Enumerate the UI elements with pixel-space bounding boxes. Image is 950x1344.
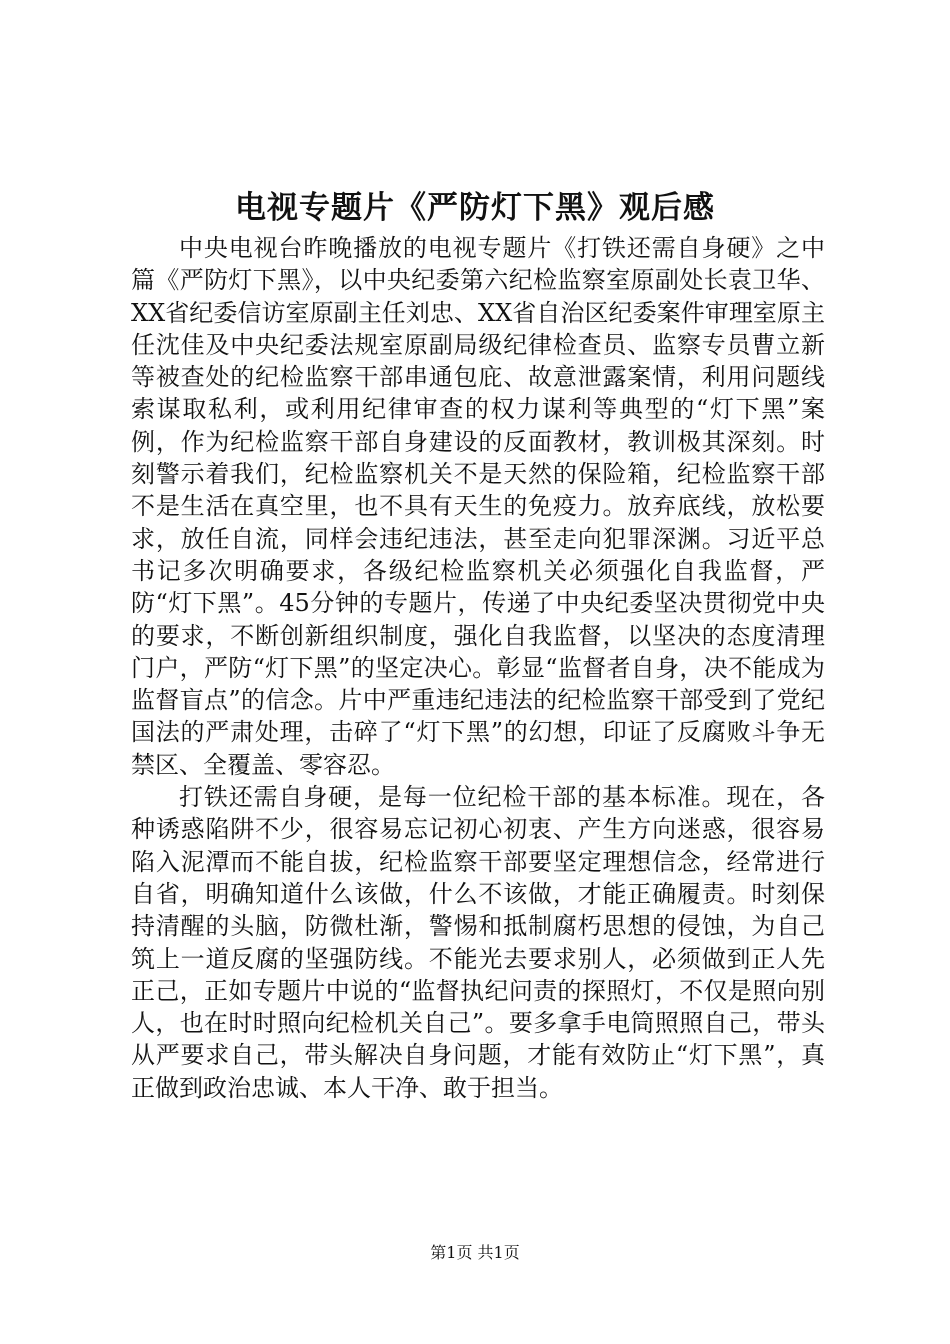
document-body — [131, 232, 825, 1104]
page-footer: 第1页 共1页 — [430, 1243, 520, 1262]
document-title: 电视专题片《严防灯下黑》观后感 — [235, 190, 715, 226]
paragraph-2: 打铁还需自身硬，是每一位纪检干部的基本标准。现在，各种诱惑陷阱不少，很容易忘记初心初衷、产生方向迷惑，很容易陷入泥潭而不能自拔，纪检监察干部要坚定理想信念，经常进行自省，明确知道什么该做，什么不该做，才能正确履责。时刻保持清醒的头脑，防微杜渐，警惕和抵制腐朽思想的侵蚀，为自己筑上一道反腐的坚强防线。不能光去要求别人，必须做到正人先正己，正如专题片中说的“监督执纪问责的探照灯，不仅是照向别人，也在时时照向纪检机关自己”。要多拿手电筒照照自己，带头从严要求自己，带头解决自身问题，才能有效防止“灯下黑”，真正做到政治忠诚、本人干净、敢于担当。 — [131, 783, 825, 1102]
paragraph-1: 中央电视台昨晚播放的电视专题片《打铁还需自身硬》之中篇《严防灯下黑》，以中央纪委第六纪检监察室原副处长袁卫华、XX省纪委信访室原副主任刘忠、XX省自治区纪委案件审理室原主任沈佳及中央纪委法规室原副局级纪律检查员、监察专员曹立新等被查处的纪检监察干部串通包庇、故意泄露案情，利用问题线索谋取私利，或利用纪律审查的权力谋利等典型的“灯下黑”案例，作为纪检监察干部自身建设的反面教材，教训极其深刻。时刻警示着我们，纪检监察机关不是天然的保险箱，纪检监察干部不是生活在真空里，也不具有天生的免疫力。放弃底线，放松要求，放任自流，同样会违纪违法，甚至走向犯罪深渊。习近平总书记多次明确要求，各级纪检监察机关必须强化自我监督，严防“灯下黑”。45分钟的专题片，传递了中央纪委坚决贯彻党中央的要求，不断创新组织制度，强化自我监督，以坚决的态度清理门户，严防“灯下黑”的坚定决心。彰显“监督者自身，决不能成为监督盲点”的信念。片中严重违纪违法的纪检监察干部受到了党纪国法的严肃处理，击碎了“灯下黑”的幻想，印证了反腐败斗争无禁区、全覆盖、零容忍。 — [131, 234, 825, 779]
